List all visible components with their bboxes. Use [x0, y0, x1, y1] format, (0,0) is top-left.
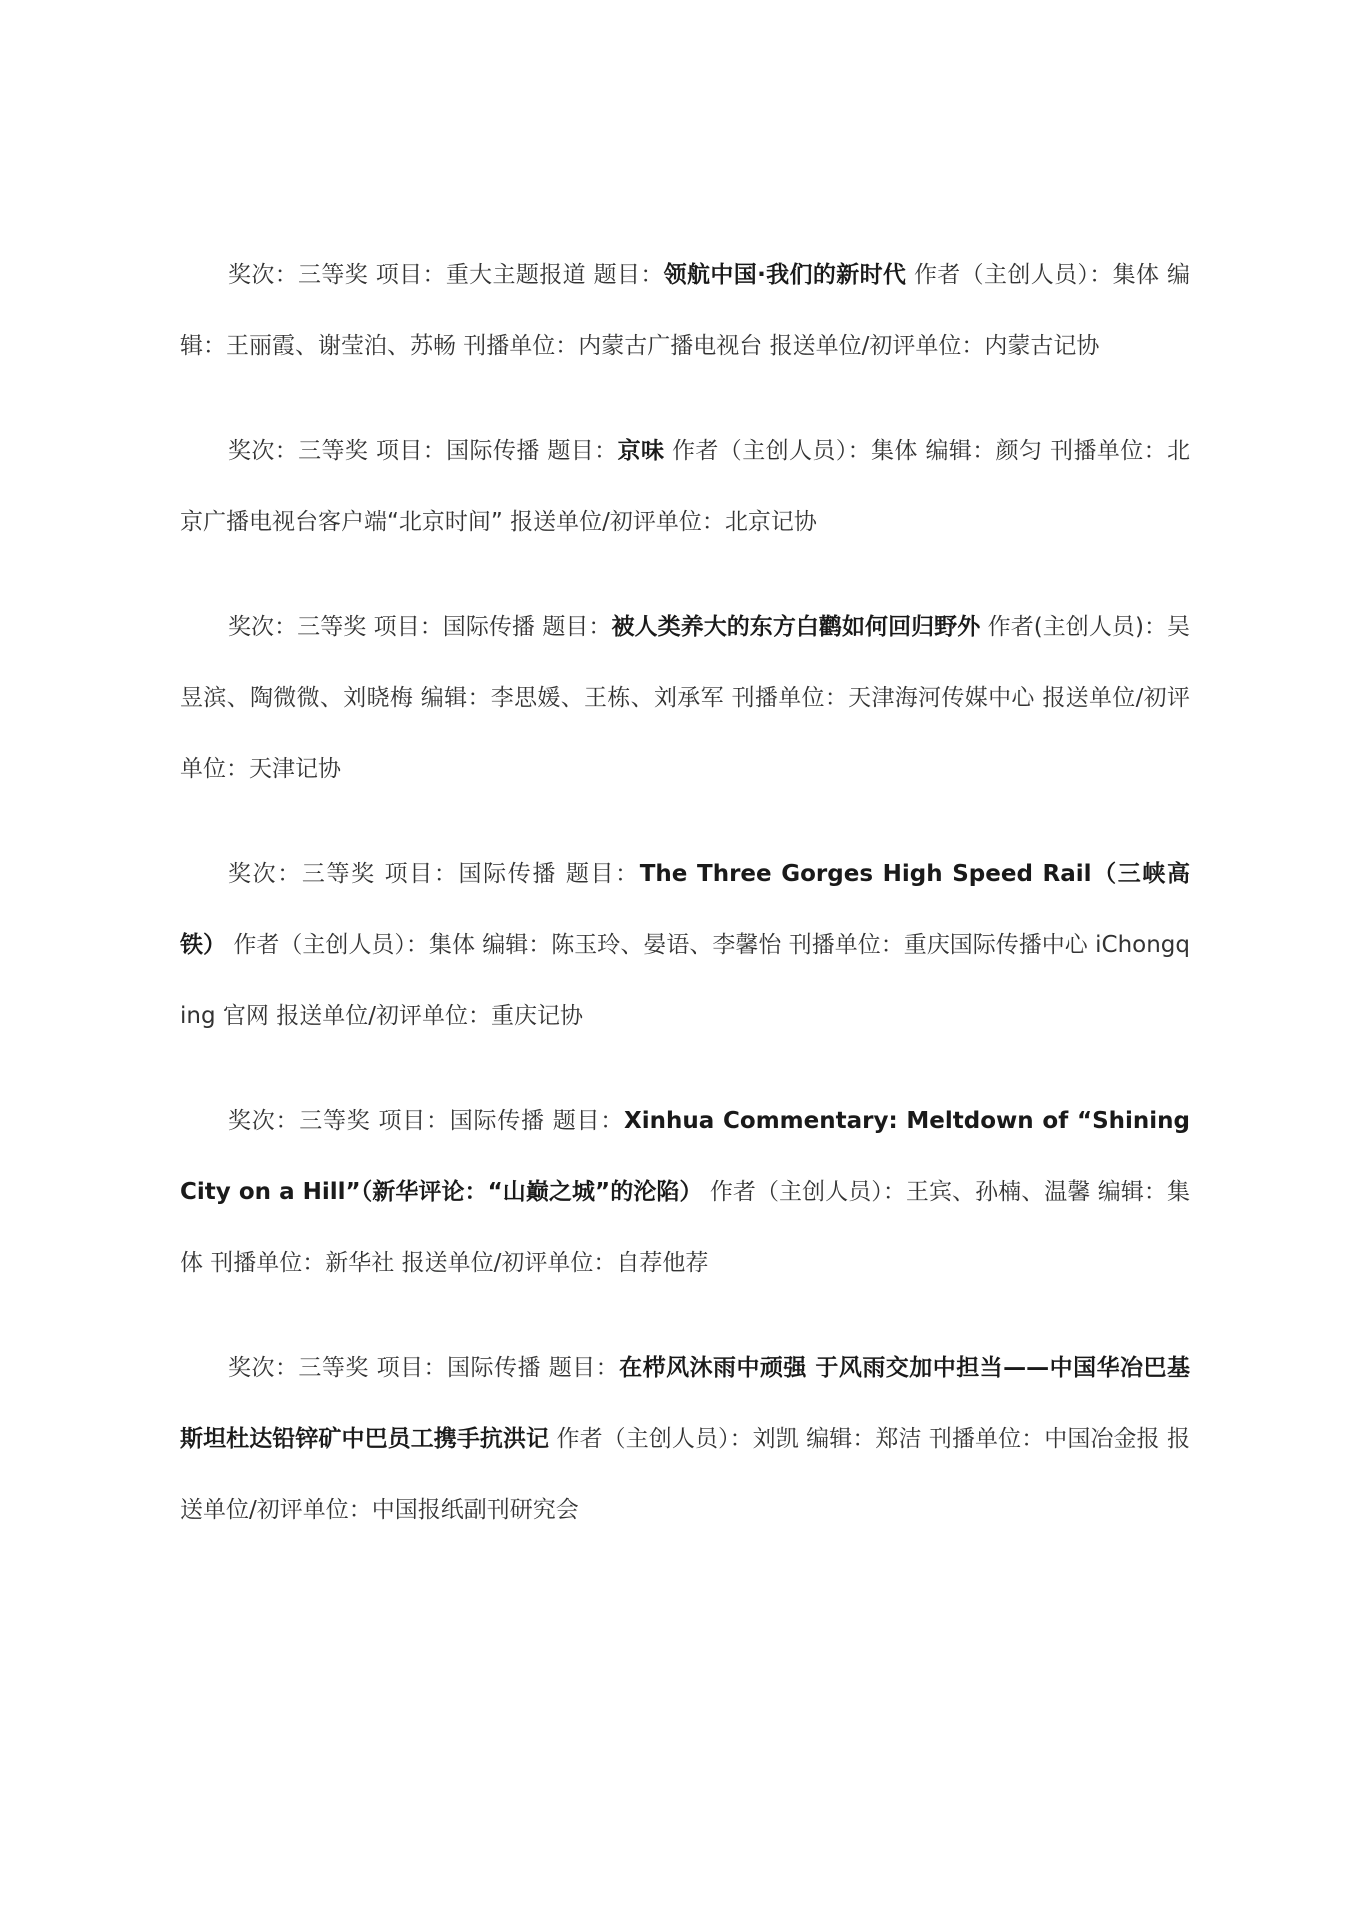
entry-details: 作者（主创人员）：王宾、孙楠、温馨 编辑：集体 刊播单位：新华社 报送单位/初评单位：自荐他荐 — [180, 1179, 1190, 1276]
entry-details: 作者（主创人员）：集体 编辑：陈玉玲、晏语、李馨怡 刊播单位：重庆国际传播中心 iChongqing 官网 报送单位/初评单位：重庆记协 — [180, 932, 1191, 1029]
entry-lead: 奖次：三等奖 项目：国际传播 题目： — [228, 438, 618, 464]
entry-details: 作者（主创人员）：集体 编辑：颜匀 刊播单位：北京广播电视台客户端“北京时间” 报送单位/初评单位：北京记协 — [180, 438, 1191, 535]
document-page — [180, 240, 1190, 1580]
entry-lead: 奖次：三等奖 项目：国际传播 题目： — [228, 1108, 624, 1134]
award-entry — [180, 240, 1190, 382]
entry-title: The Three Gorges High Speed Rail（三峡高铁） — [180, 861, 1190, 958]
award-entry — [180, 839, 1190, 1052]
entry-title: 京味 — [617, 438, 665, 464]
entry-details: 作者（主创人员）：刘凯 编辑：郑洁 刊播单位：中国冶金报 报送单位/初评单位：中国报纸副刊研究会 — [180, 1426, 1191, 1523]
award-entry — [180, 416, 1190, 558]
award-entry — [180, 1333, 1190, 1546]
entry-details: 作者（主创人员）：集体 编辑：王丽霞、谢莹泊、苏畅 刊播单位：内蒙古广播电视台 报送单位/初评单位：内蒙古记协 — [180, 262, 1190, 359]
entry-lead: 奖次：三等奖 项目：国际传播 题目： — [228, 614, 612, 640]
entry-title: Xinhua Commentary: Meltdown of “Shining City on a Hill”（新华评论：“山巅之城”的沦陷） — [180, 1108, 1190, 1205]
entry-details: 作者(主创人员)：吴昱滨、陶微微、刘晓梅 编辑：李思媛、王栋、刘承军 刊播单位：天津海河传媒中心 报送单位/初评单位：天津记协 — [180, 614, 1191, 782]
entry-title: 被人类养大的东方白鹳如何回归野外 — [611, 614, 981, 640]
entry-lead: 奖次：三等奖 项目：重大主题报道 题目： — [228, 262, 664, 288]
award-entry — [180, 1086, 1190, 1299]
entry-lead: 奖次：三等奖 项目：国际传播 题目： — [228, 1355, 620, 1381]
award-entry — [180, 592, 1190, 805]
entry-lead: 奖次：三等奖 项目：国际传播 题目： — [228, 861, 640, 887]
entry-title: 在栉风沐雨中顽强 于风雨交加中担当——中国华冶巴基斯坦杜达铅锌矿中巴员工携手抗洪记 — [180, 1355, 1190, 1452]
entry-title: 领航中国·我们的新时代 — [663, 262, 907, 288]
